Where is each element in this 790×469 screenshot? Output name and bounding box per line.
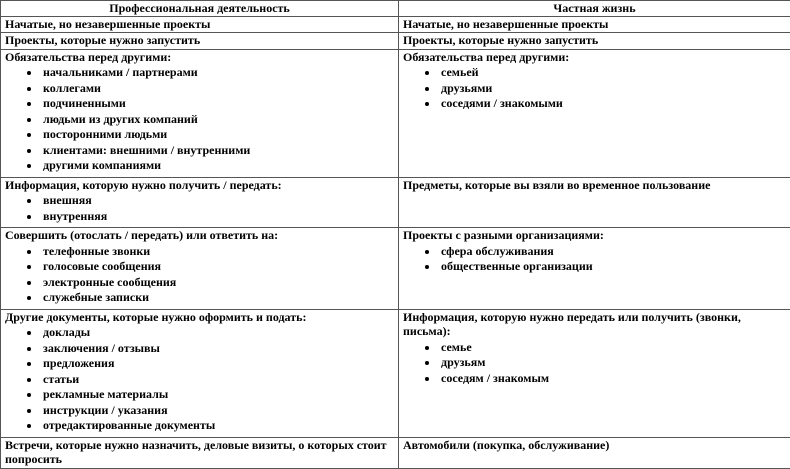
column-header-professional: Профессиональная деятельность xyxy=(1,1,399,17)
list-item: • друзьям xyxy=(439,355,786,371)
table-row xyxy=(1,437,790,468)
table-cell-right xyxy=(399,309,790,437)
table-row xyxy=(1,177,790,228)
list-item: • голосовые сообщения xyxy=(41,259,394,275)
list-item: • статьи xyxy=(41,372,394,388)
list-item: • клиентами: внешними / внутренними xyxy=(41,143,394,159)
list-item: • другими компаниями xyxy=(41,158,394,174)
list-item: • доклады xyxy=(41,325,394,341)
cell-label: Встречи, которые нужно назначить, деловые визиты, о которых стоит попросить xyxy=(5,438,394,467)
table-cell-right xyxy=(399,437,790,468)
table-cell-left xyxy=(1,16,399,33)
table-cell-right xyxy=(399,33,790,50)
table-cell-left xyxy=(1,309,399,437)
list-item: • внутренняя xyxy=(41,209,394,225)
table-row xyxy=(1,228,790,310)
bullet-list xyxy=(403,340,786,387)
column-header-private: Частная жизнь xyxy=(399,1,790,17)
table-cell-right xyxy=(399,16,790,33)
cell-label: Проекты, которые нужно запустить xyxy=(403,33,786,48)
list-item: • предложения xyxy=(41,356,394,372)
cell-label: Информация, которую нужно передать или получить (звонки, письма): xyxy=(403,310,786,339)
bullet-list xyxy=(5,193,394,224)
table-cell-right xyxy=(399,49,790,177)
list-item: • начальниками / партнерами xyxy=(41,65,394,81)
bullet-list xyxy=(403,65,786,112)
list-item: • коллегами xyxy=(41,81,394,97)
table-cell-left xyxy=(1,49,399,177)
cell-label: Начатые, но незавершенные проекты xyxy=(5,17,394,32)
list-item: • подчиненными xyxy=(41,96,394,112)
list-item: • соседями / знакомыми xyxy=(439,96,786,112)
list-item: • отредактированные документы xyxy=(41,418,394,434)
table-body xyxy=(1,16,790,468)
list-item: • электронные сообщения xyxy=(41,275,394,291)
list-item: • рекламные материалы xyxy=(41,387,394,403)
list-item: • телефонные звонки xyxy=(41,244,394,260)
cell-label: Проекты с разными организациями: xyxy=(403,228,786,243)
bullet-list xyxy=(403,244,786,275)
list-item: • заключения / отзывы xyxy=(41,341,394,357)
list-item: • общественные организации xyxy=(439,259,786,275)
list-item: • внешняя xyxy=(41,193,394,209)
table-cell-right xyxy=(399,177,790,228)
list-item: • соседям / знакомым xyxy=(439,371,786,387)
list-item: • семье xyxy=(439,340,786,356)
table-cell-left xyxy=(1,437,399,468)
table-cell-left xyxy=(1,33,399,50)
cell-label: Проекты, которые нужно запустить xyxy=(5,33,394,48)
list-item: • людьми из других компаний xyxy=(41,112,394,128)
cell-label: Другие документы, которые нужно оформить и подать: xyxy=(5,310,394,325)
cell-label: Предметы, которые вы взяли во временное пользование xyxy=(403,178,786,193)
list-item: • сфера обслуживания xyxy=(439,244,786,260)
bullet-list xyxy=(5,65,394,174)
table-row xyxy=(1,33,790,50)
list-item: • инструкции / указания xyxy=(41,403,394,419)
bullet-list xyxy=(5,244,394,306)
table-row xyxy=(1,16,790,33)
list-item: • служебные записки xyxy=(41,290,394,306)
list-item: • друзьями xyxy=(439,81,786,97)
cell-label: Начатые, но незавершенные проекты xyxy=(403,17,786,32)
bullet-list xyxy=(5,325,394,434)
table-cell-left xyxy=(1,228,399,310)
list-item: • семьей xyxy=(439,65,786,81)
table-cell-right xyxy=(399,228,790,310)
table-row xyxy=(1,49,790,177)
cell-label: Информация, которую нужно получить / передать: xyxy=(5,178,394,193)
cell-label: Обязательства перед другими: xyxy=(5,50,394,65)
table-header-row xyxy=(1,1,790,17)
cell-label: Автомобили (покупка, обслуживание) xyxy=(403,438,786,453)
list-item: • посторонними людьми xyxy=(41,127,394,143)
cell-label: Совершить (отослать / передать) или ответить на: xyxy=(5,228,394,243)
table-cell-left xyxy=(1,177,399,228)
table-row xyxy=(1,309,790,437)
cell-label: Обязательства перед другими: xyxy=(403,50,786,65)
